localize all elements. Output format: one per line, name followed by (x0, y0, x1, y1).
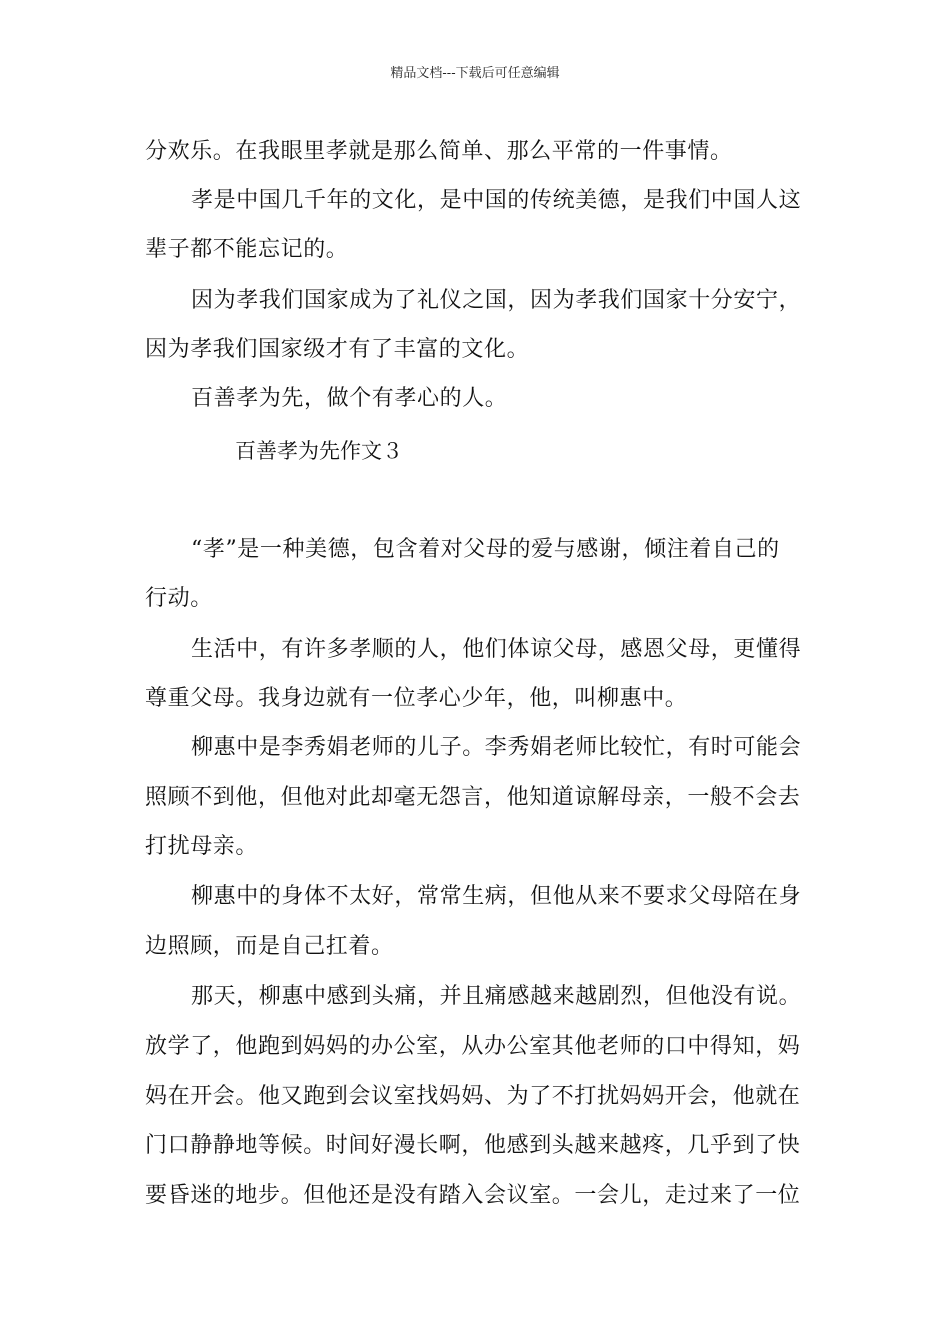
text-line: 分欢乐。在我眼里孝就是那么简单、那么平常的一件事情。 (145, 139, 733, 164)
text-line: 行动。 (145, 586, 213, 611)
text-line: 要昏迷的地步。但他还是没有踏入会议室。一会儿，走过来了一位 (145, 1183, 801, 1208)
text-line: 柳惠中是李秀娟老师的儿子。李秀娟老师比较忙，有时可能会 (191, 735, 802, 760)
text-line: 放学了，他跑到妈妈的办公室，从办公室其他老师的口中得知，妈 (145, 1034, 801, 1059)
text-line: 因为孝我们国家级才有了丰富的文化。 (145, 337, 530, 362)
text-line: 孝是中国几千年的文化，是中国的传统美德，是我们中国人这 (191, 188, 802, 213)
text-line: 打扰母亲。 (145, 834, 259, 859)
text-line: “孝”是一种美德，包含着对父母的爱与感谢，倾注着自己的 (191, 537, 780, 562)
text-line: 因为孝我们国家成为了礼仪之国，因为孝我们国家十分安宁， (191, 288, 802, 313)
text-line: 妈在开会。他又跑到会议室找妈妈、为了不打扰妈妈开会，他就在 (145, 1084, 801, 1109)
text-line: 照顾不到他，但他对此却毫无怨言，他知道谅解母亲，一般不会去 (145, 785, 801, 810)
text-line: 柳惠中的身体不太好，常常生病，但他从来不要求父母陪在身 (191, 884, 802, 909)
text-line: 生活中，有许多孝顺的人，他们体谅父母，感恩父母，更懂得 (191, 637, 802, 662)
text-line: 辈子都不能忘记的。 (145, 237, 349, 262)
text-line: 百善孝为先，做个有孝心的人。 (191, 386, 508, 411)
text-line: 尊重父母。我身边就有一位孝心少年，他，叫柳惠中。 (145, 686, 688, 711)
text-line: 那天，柳惠中感到头痛，并且痛感越来越剧烈，但他没有说。 (191, 984, 802, 1009)
text-line: 边照顾，而是自己扛着。 (145, 934, 394, 959)
page-header: 精品文档---下载后可任意编辑 (390, 66, 560, 81)
text-line: 门口静静地等候。时间好漫长啊，他感到头越来越疼，几乎到了快 (145, 1133, 801, 1158)
section-title: 百善孝为先作文３ (235, 439, 403, 463)
